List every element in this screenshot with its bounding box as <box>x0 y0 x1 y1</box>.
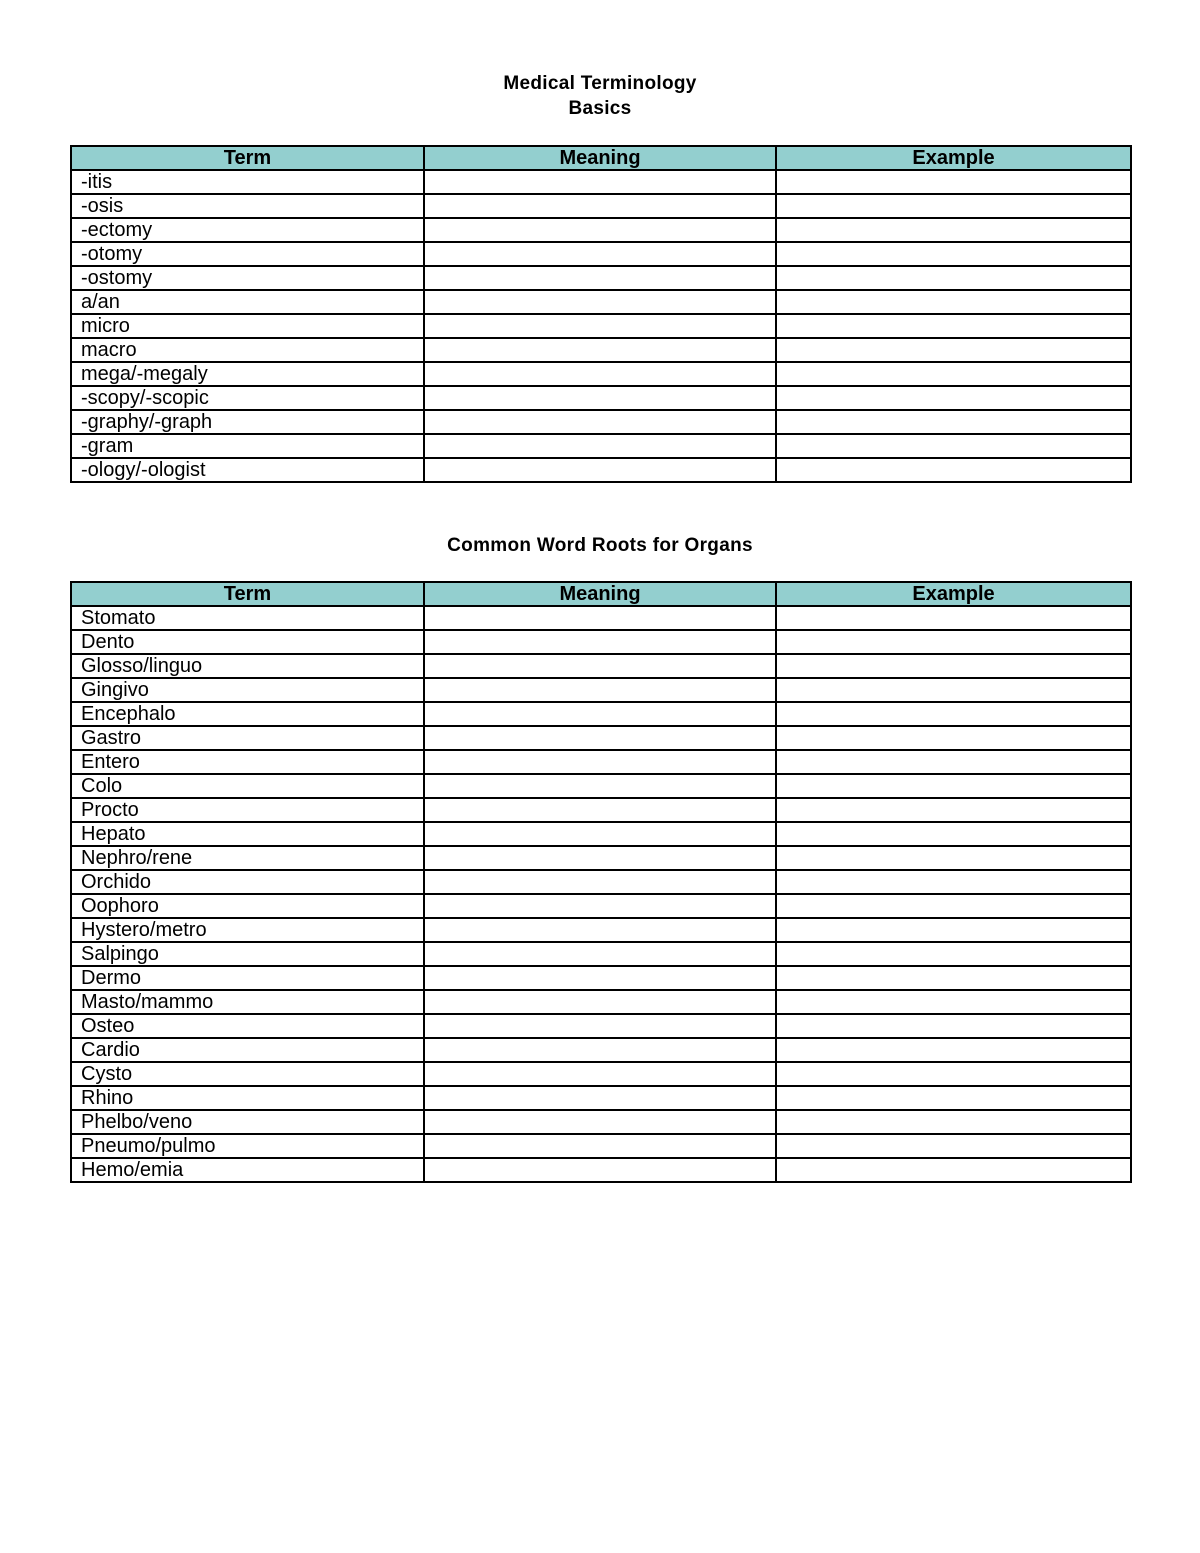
example-cell <box>776 434 1131 458</box>
meaning-cell <box>424 314 776 338</box>
term-cell: -scopy/-scopic <box>71 386 424 410</box>
table-row <box>71 702 1131 726</box>
meaning-cell <box>424 290 776 314</box>
table-row <box>71 314 1131 338</box>
term-cell: Glosso/linguo <box>71 654 424 678</box>
column-header-example: Example <box>776 146 1131 170</box>
example-cell <box>776 242 1131 266</box>
example-cell <box>776 750 1131 774</box>
meaning-cell <box>424 654 776 678</box>
table-row <box>71 1134 1131 1158</box>
meaning-cell <box>424 990 776 1014</box>
example-cell <box>776 966 1131 990</box>
table-row <box>71 458 1131 482</box>
meaning-cell <box>424 266 776 290</box>
term-cell: Cysto <box>71 1062 424 1086</box>
table-header-row <box>71 146 1131 170</box>
meaning-cell <box>424 362 776 386</box>
term-cell: Gastro <box>71 726 424 750</box>
example-cell <box>776 1014 1131 1038</box>
term-cell: Gingivo <box>71 678 424 702</box>
meaning-cell <box>424 678 776 702</box>
example-cell <box>776 702 1131 726</box>
example-cell <box>776 314 1131 338</box>
column-header-meaning: Meaning <box>424 146 776 170</box>
table-row <box>71 1014 1131 1038</box>
meaning-cell <box>424 1038 776 1062</box>
table-row <box>71 1086 1131 1110</box>
example-cell <box>776 870 1131 894</box>
table-row <box>71 942 1131 966</box>
example-cell <box>776 218 1131 242</box>
term-cell: -gram <box>71 434 424 458</box>
meaning-cell <box>424 434 776 458</box>
meaning-cell <box>424 410 776 434</box>
table-row <box>71 434 1131 458</box>
meaning-cell <box>424 870 776 894</box>
term-cell: micro <box>71 314 424 338</box>
meaning-cell <box>424 726 776 750</box>
example-cell <box>776 894 1131 918</box>
meaning-cell <box>424 1134 776 1158</box>
meaning-cell <box>424 750 776 774</box>
table-row <box>71 678 1131 702</box>
table-row <box>71 966 1131 990</box>
basics-terms-table-body <box>71 170 1131 482</box>
table-row <box>71 1038 1131 1062</box>
example-cell <box>776 990 1131 1014</box>
organ-roots-table <box>70 581 1132 1183</box>
document-title <box>0 71 1200 121</box>
term-cell: Pneumo/pulmo <box>71 1134 424 1158</box>
example-cell <box>776 942 1131 966</box>
meaning-cell <box>424 1014 776 1038</box>
example-cell <box>776 1110 1131 1134</box>
example-cell <box>776 410 1131 434</box>
example-cell <box>776 726 1131 750</box>
example-cell <box>776 1086 1131 1110</box>
term-cell: -itis <box>71 170 424 194</box>
term-cell: mega/-megaly <box>71 362 424 386</box>
table-row <box>71 750 1131 774</box>
example-cell <box>776 266 1131 290</box>
term-cell: Hystero/metro <box>71 918 424 942</box>
basics-terms-table <box>70 145 1132 483</box>
meaning-cell <box>424 242 776 266</box>
section-title-word-roots: Common Word Roots for Organs <box>447 535 753 556</box>
term-cell: Dento <box>71 630 424 654</box>
term-cell: -ostomy <box>71 266 424 290</box>
term-cell: Hepato <box>71 822 424 846</box>
table-row <box>71 194 1131 218</box>
table-row <box>71 630 1131 654</box>
document-title-line-1: Medical Terminology <box>503 73 697 94</box>
example-cell <box>776 798 1131 822</box>
meaning-cell <box>424 1062 776 1086</box>
table-row <box>71 894 1131 918</box>
table-row <box>71 338 1131 362</box>
table-row <box>71 1062 1131 1086</box>
meaning-cell <box>424 846 776 870</box>
term-cell: Oophoro <box>71 894 424 918</box>
meaning-cell <box>424 630 776 654</box>
example-cell <box>776 290 1131 314</box>
table-row <box>71 606 1131 630</box>
table-row <box>71 290 1131 314</box>
example-cell <box>776 822 1131 846</box>
example-cell <box>776 170 1131 194</box>
column-header-example: Example <box>776 582 1131 606</box>
term-cell: Dermo <box>71 966 424 990</box>
column-header-term: Term <box>71 146 424 170</box>
example-cell <box>776 1158 1131 1182</box>
table-row <box>71 822 1131 846</box>
example-cell <box>776 630 1131 654</box>
meaning-cell <box>424 1110 776 1134</box>
meaning-cell <box>424 386 776 410</box>
example-cell <box>776 194 1131 218</box>
table-row <box>71 1158 1131 1182</box>
meaning-cell <box>424 606 776 630</box>
table-row <box>71 362 1131 386</box>
term-cell: -osis <box>71 194 424 218</box>
meaning-cell <box>424 798 776 822</box>
column-header-term: Term <box>71 582 424 606</box>
meaning-cell <box>424 942 776 966</box>
example-cell <box>776 458 1131 482</box>
meaning-cell <box>424 822 776 846</box>
example-cell <box>776 678 1131 702</box>
example-cell <box>776 1134 1131 1158</box>
table-row <box>71 410 1131 434</box>
example-cell <box>776 774 1131 798</box>
table-row <box>71 918 1131 942</box>
meaning-cell <box>424 218 776 242</box>
term-cell: Rhino <box>71 1086 424 1110</box>
term-cell: Hemo/emia <box>71 1158 424 1182</box>
example-cell <box>776 846 1131 870</box>
term-cell: Stomato <box>71 606 424 630</box>
meaning-cell <box>424 458 776 482</box>
table-row <box>71 654 1131 678</box>
meaning-cell <box>424 194 776 218</box>
meaning-cell <box>424 1158 776 1182</box>
term-cell: -otomy <box>71 242 424 266</box>
term-cell: Colo <box>71 774 424 798</box>
table-row <box>71 726 1131 750</box>
table-row <box>71 846 1131 870</box>
term-cell: Nephro/rene <box>71 846 424 870</box>
term-cell: -ectomy <box>71 218 424 242</box>
table-row <box>71 774 1131 798</box>
document-title-line-2: Basics <box>568 98 632 119</box>
meaning-cell <box>424 774 776 798</box>
term-cell: -ology/-ologist <box>71 458 424 482</box>
table-row <box>71 218 1131 242</box>
table-row <box>71 386 1131 410</box>
example-cell <box>776 338 1131 362</box>
meaning-cell <box>424 338 776 362</box>
column-header-meaning: Meaning <box>424 582 776 606</box>
term-cell: Procto <box>71 798 424 822</box>
table-row <box>71 990 1131 1014</box>
table-row <box>71 266 1131 290</box>
example-cell <box>776 606 1131 630</box>
example-cell <box>776 1062 1131 1086</box>
meaning-cell <box>424 702 776 726</box>
example-cell <box>776 918 1131 942</box>
meaning-cell <box>424 966 776 990</box>
term-cell: macro <box>71 338 424 362</box>
table-row <box>71 242 1131 266</box>
term-cell: Entero <box>71 750 424 774</box>
term-cell: Orchido <box>71 870 424 894</box>
term-cell: -graphy/-graph <box>71 410 424 434</box>
term-cell: Salpingo <box>71 942 424 966</box>
meaning-cell <box>424 918 776 942</box>
term-cell: Cardio <box>71 1038 424 1062</box>
term-cell: Phelbo/veno <box>71 1110 424 1134</box>
example-cell <box>776 1038 1131 1062</box>
term-cell: Encephalo <box>71 702 424 726</box>
example-cell <box>776 654 1131 678</box>
table-row <box>71 170 1131 194</box>
meaning-cell <box>424 894 776 918</box>
example-cell <box>776 386 1131 410</box>
table-row <box>71 798 1131 822</box>
term-cell: a/an <box>71 290 424 314</box>
table-row <box>71 870 1131 894</box>
organ-roots-table-body <box>71 606 1131 1182</box>
term-cell: Osteo <box>71 1014 424 1038</box>
example-cell <box>776 362 1131 386</box>
term-cell: Masto/mammo <box>71 990 424 1014</box>
meaning-cell <box>424 1086 776 1110</box>
table-row <box>71 1110 1131 1134</box>
meaning-cell <box>424 170 776 194</box>
table-header-row <box>71 582 1131 606</box>
